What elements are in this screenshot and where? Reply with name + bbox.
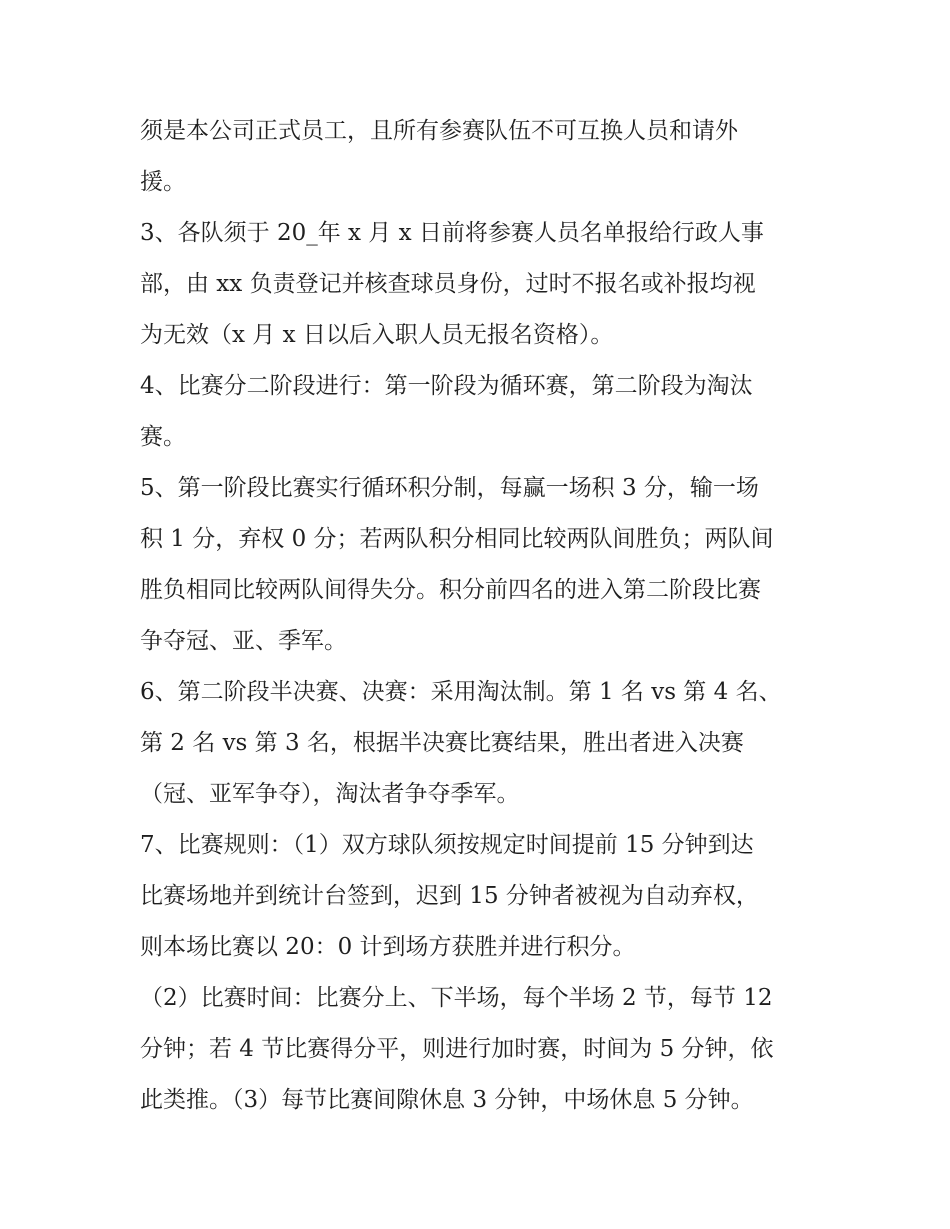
document-body xyxy=(140,106,830,1126)
body-line-17: 则本场比赛以 20：0 计到场方获胜并进行积分。 xyxy=(140,934,636,960)
body-line-8: 5、第一阶段比赛实行循环积分制，每赢一场积 3 分，输一场 xyxy=(140,475,759,501)
body-line-16: 比赛场地并到统计台签到，迟到 15 分钟者被视为自动弃权， xyxy=(140,883,759,909)
body-line-9: 积 1 分，弃权 0 分；若两队积分相同比较两队间胜负；两队间 xyxy=(140,526,774,552)
body-line-15: 7、比赛规则：（1）双方球队须按规定时间提前 15 分钟到达 xyxy=(140,832,754,858)
body-line-20: 此类推。（3）每节比赛间隙休息 3 分钟，中场休息 5 分钟。 xyxy=(140,1087,754,1113)
body-line-1: 须是本公司正式员工，且所有参赛队伍不可互换人员和请外 xyxy=(140,118,738,144)
body-line-11: 争夺冠、亚、季军。 xyxy=(140,628,347,654)
body-line-19: 分钟；若 4 节比赛得分平，则进行加时赛，时间为 5 分钟，依 xyxy=(140,1036,774,1062)
body-line-10: 胜负相同比较两队间得失分。积分前四名的进入第二阶段比赛 xyxy=(140,577,761,603)
body-line-6: 4、比赛分二阶段进行：第一阶段为循环赛，第二阶段为淘汰 xyxy=(140,373,753,399)
body-line-7: 赛。 xyxy=(140,424,186,450)
body-line-14: （冠、亚军争夺），淘汰者争夺季军。 xyxy=(140,781,520,807)
body-line-13: 第 2 名 vs 第 3 名，根据半决赛比赛结果，胜出者进入决赛 xyxy=(140,730,744,756)
body-line-18: （2）比赛时间：比赛分上、下半场，每个半场 2 节，每节 12 xyxy=(140,985,773,1011)
body-line-4: 部，由 xx 负责登记并核查球员身份，过时不报名或补报均视 xyxy=(140,271,756,297)
body-line-2: 援。 xyxy=(140,169,186,195)
body-line-5: 为无效（x 月 x 日以后入职人员无报名资格）。 xyxy=(140,322,614,348)
body-line-3: 3、各队须于 20_年 x 月 x 日前将参赛人员名单报给行政人事 xyxy=(140,220,764,246)
body-line-12: 6、第二阶段半决赛、决赛：采用淘汰制。第 1 名 vs 第 4 名、 xyxy=(140,679,782,705)
